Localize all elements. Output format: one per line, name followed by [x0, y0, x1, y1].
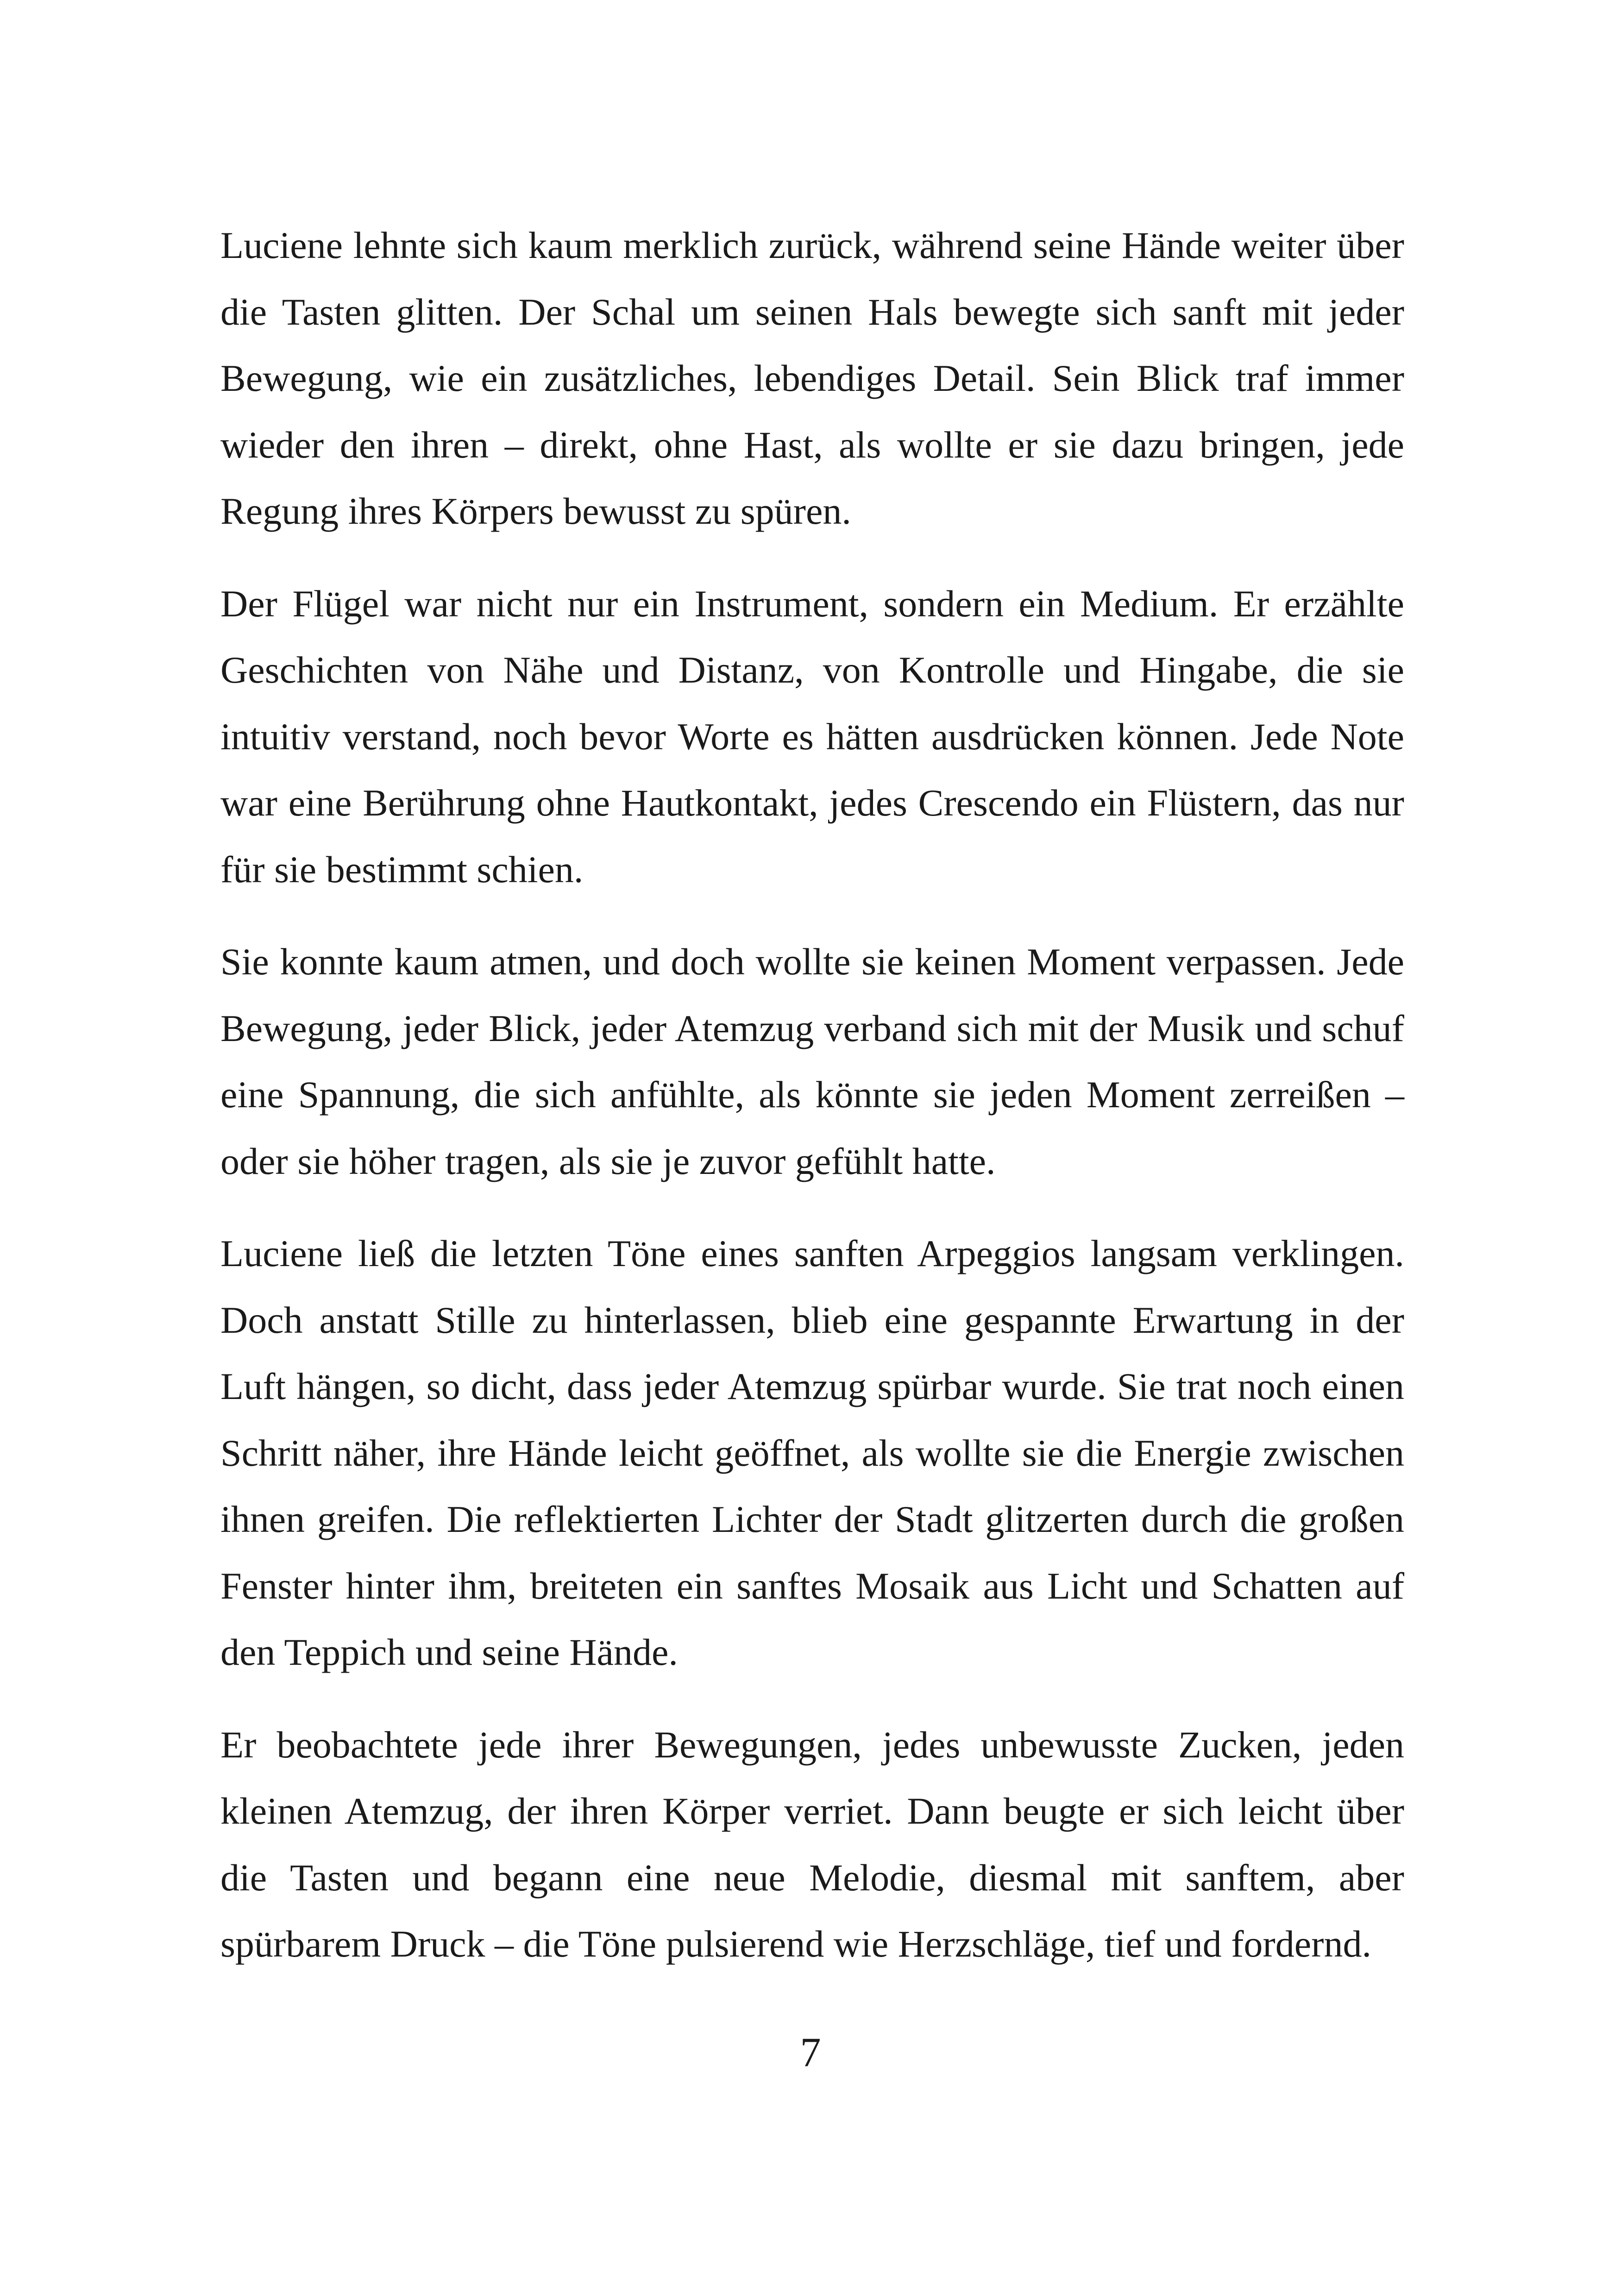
paragraph: Luciene lehnte sich kaum merklich zurück, während seine Hände weiter über die Tasten glitten. Der Schal um seinen Hals bewegte sich sanft mit jeder Bewegung, wie ein zusätzliches, lebendiges Detail. Sein Blick traf immer wieder den ihren – direkt, ohne Hast, als wollte er sie dazu bringen, jede Regung ihres Körpers bewusst zu spüren.: [220, 224, 1404, 532]
paragraph: Er beobachtete jede ihrer Bewegungen, jedes unbewusste Zucken, jeden kleinen Atemzug, der ihren Körper verriet. Dann beugte er sich leicht über die Tasten und begann eine neue Melodie, diesmal mit sanftem, aber spürbarem Druck – die Töne pulsierend wie Herzschläge, tief und fordernd.: [220, 1723, 1404, 1965]
paragraph: Luciene ließ die letzten Töne eines sanften Arpeggios langsam verklingen. Doch anstatt Stille zu hinterlassen, blieb eine gespannte Erwartung in der Luft hängen, so dicht, dass jeder Atemzug spürbar wurde. Sie trat noch einen Schritt näher, ihre Hände leicht geöffnet, als wollte sie die Energie zwischen ihnen greifen. Die reflektierten Lichter der Stadt glitzerten durch die großen Fenster hinter ihm, breiteten ein sanftes Mosaik aus Licht und Schatten auf den Teppich und seine Hände.: [220, 1232, 1404, 1673]
body-text: [220, 212, 1404, 2003]
paragraph: Sie konnte kaum atmen, und doch wollte sie keinen Moment verpassen. Jede Bewegung, jeder Blick, jeder Atemzug verband sich mit der Musik und schuf eine Spannung, die sich anfühlte, als könnte sie jeden Moment zerreißen – oder sie höher tragen, als sie je zuvor gefühlt hatte.: [220, 941, 1404, 1182]
page-number: 7: [800, 2030, 821, 2076]
paragraph: Der Flügel war nicht nur ein Instrument, sondern ein Medium. Er erzählte Geschichten von Nähe und Distanz, von Kontrolle und Hingabe, die sie intuitiv verstand, noch bevor Worte es hätten ausdrücken können. Jede Note war eine Berührung ohne Hautkontakt, jedes Crescendo ein Flüstern, das nur für sie bestimmt schien.: [220, 582, 1404, 891]
